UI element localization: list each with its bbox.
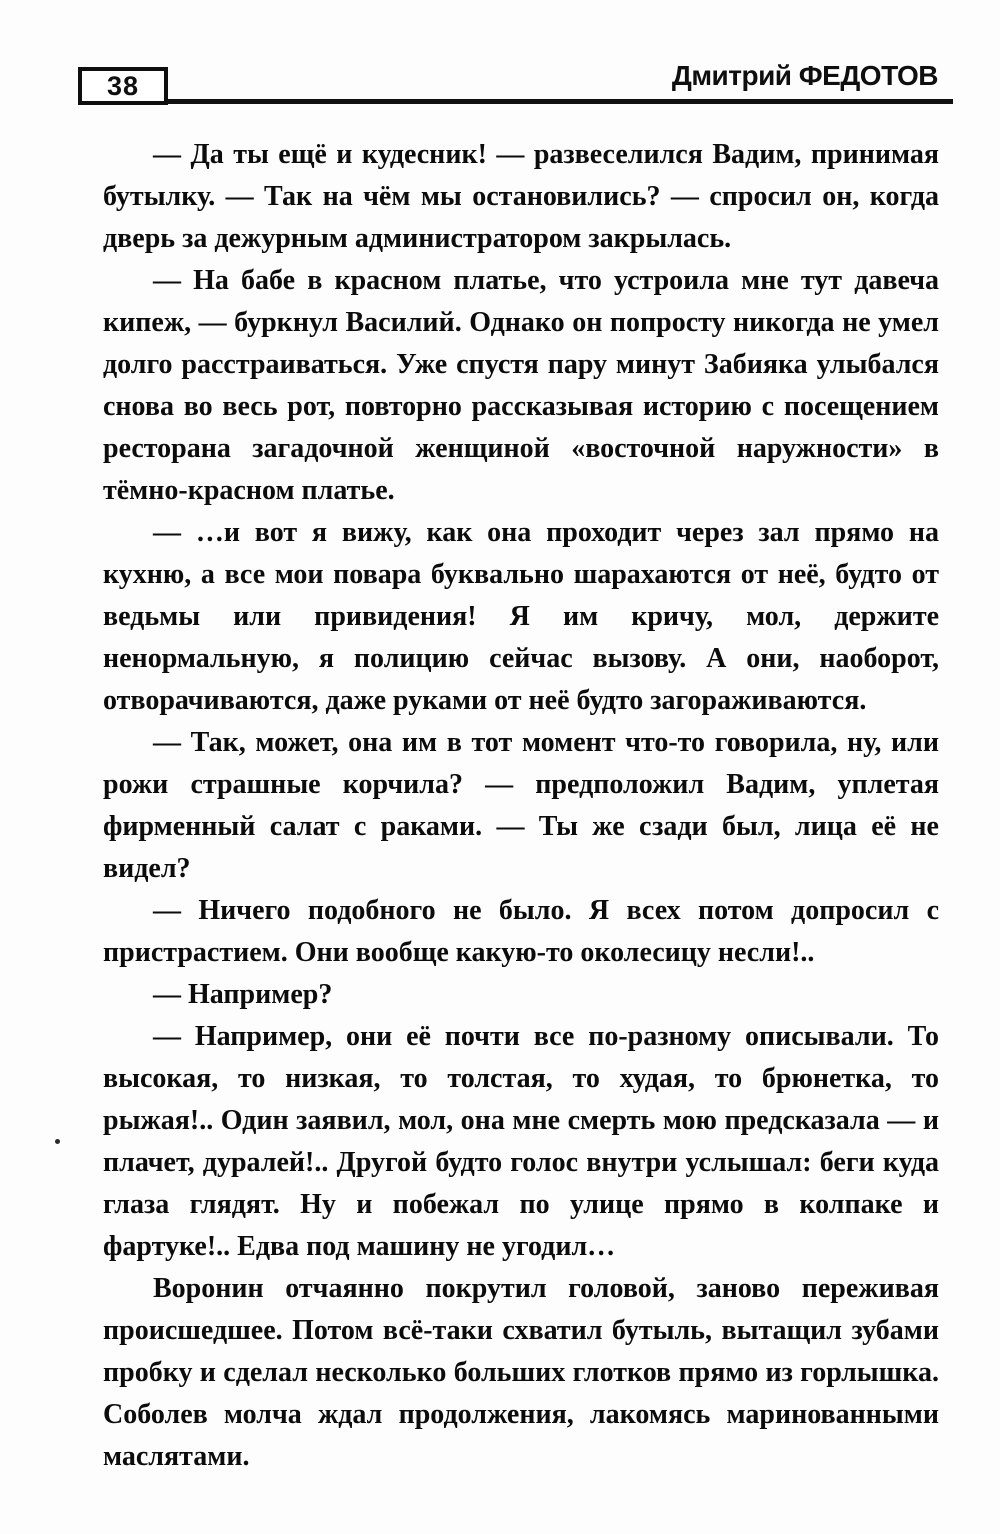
paragraph: — …и вот я вижу, как она проходит через зал прямо на кухню, а все мои повара буквально шарахаются от неё, будто от ведьмы или привидения! Я им кричу, мол, держите ненормальную, я полицию сейчас вызову. А они, наоборот, отворачиваются, даже руками от неё будто загораживаются. (103, 517, 939, 716)
header-rule (80, 99, 953, 104)
scan-speck (55, 1139, 60, 1144)
paragraph: — На бабе в красном платье, что устроила мне тут давеча кипеж, — буркнул Василий. Однако он попросту никогда не умел долго расстраиваться. Уже спустя пару минут Забияка улыбался снова во весь рот, повторно рассказывая историю с посещением ресторана загадочной женщиной «восточной наружности» в тёмно-красном платье. (103, 265, 939, 506)
running-header-author: Дмитрий ФЕДОТОВ (671, 60, 938, 91)
paragraph: — Ничего подобного не было. Я всех потом допросил с пристрастием. Они вообще какую-то околесицу несли!.. (103, 895, 939, 968)
paragraph: — Например, они её почти все по-разному описывали. То высокая, то низкая, то толстая, то худая, то брюнетка, то рыжая!.. Один заявил, мол, она мне смерть мою предсказала — и плачет, дуралей!.. Другой будто голос внутри услышал: беги куда глаза глядят. Ну и побежал по улице прямо в колпаке и фартуке!.. Едва под машину не угодил… (103, 1021, 939, 1262)
paragraph: — Да ты ещё и кудесник! — развеселился Вадим, принимая бутылку. — Так на чём мы остановились? — спросил он, когда дверь за дежурным администратором закрылась. (103, 139, 939, 254)
page-number-box (78, 67, 168, 105)
paragraph: — Например? (153, 979, 333, 1010)
paragraph: — Так, может, она им в тот момент что-то говорила, ну, или рожи страшные корчила? — предположил Вадим, уплетая фирменный салат с раками. — Ты же сзади был, лица её не видел? (103, 727, 939, 884)
paragraph: Воронин отчаянно покрутил головой, заново переживая происшедшее. Потом всё-таки схватил бутыль, вытащил зубами пробку и сделал несколько больших глотков прямо из горлышка. Соболев молча ждал продолжения, лакомясь маринованными маслятами. (103, 1273, 939, 1472)
page-number: 38 (106, 70, 140, 101)
body-text (103, 134, 939, 1478)
